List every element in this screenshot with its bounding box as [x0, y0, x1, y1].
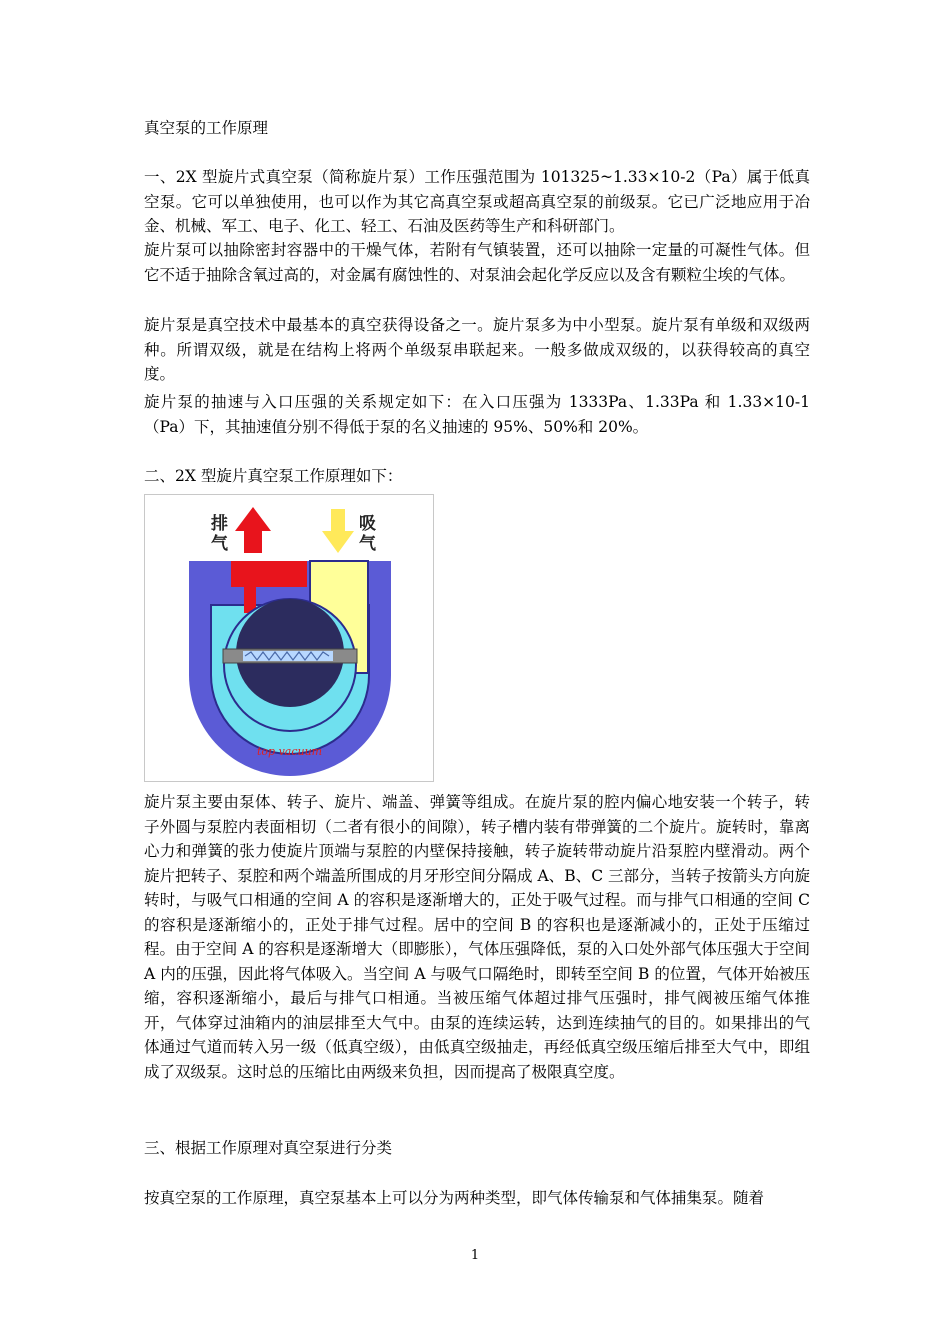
paragraph-usage: 旋片泵可以抽除密封容器中的干燥气体，若附有气镇装置，还可以抽除一定量的可凝性气体。但它不适于抽除含氧过高的，对金属有腐蚀性的、对泵油会起化学反应以及含有颗粒尘埃的气体。 [144, 241, 810, 284]
intake-label-2: 气 [359, 534, 376, 554]
intake-label-1: 吸 [359, 514, 376, 534]
paragraph-intro: 一、2X 型旋片式真空泵（简称旋片泵）工作压强范围为 101325~1.33×10-2（Pa）属于低真空泵。它可以单独使用，也可以作为其它高真空泵或超高真空泵的前级泵。它已广泛地应用于冶金、机械、军工、电子、化工、轻工、石油及医药等生产和科研部门。 [144, 168, 810, 235]
exhaust-label-1: 排 [211, 514, 228, 534]
watermark-text: top vacuum [257, 745, 323, 758]
pump-diagram-svg [145, 495, 433, 781]
intake-arrow-icon [322, 509, 354, 553]
paragraph-mechanism: 旋片泵主要由泵体、转子、旋片、端盖、弹簧等组成。在旋片泵的腔内偏心地安装一个转子，转子外圆与泵腔内表面相切（二者有很小的间隙），转子槽内装有带弹簧的二个旋片。旋转时，靠离心力和弹簧的张力使旋片顶端与泵腔的内壁保持接触，转子旋转带动旋片沿泵腔内壁滑动。两个旋片把转子、泵腔和两个端盖所围成的月牙形空间分隔成 A、B、C 三部分，当转子按箭头方向旋转时，与吸气口相通的空间 A 的容积是逐渐增大的，正处于吸气过程。而与排气口相通的空间 C 的容积是逐渐缩小的，正处于排气过程。居中的空间 B 的容积也是逐渐减小的，正处于压缩过程。由于空间 A 的容积是逐渐增大（即膨胀），气体压强降低，泵的入口处外部气体压强大于空间 A 内的压强，因此将气体吸入。当空间 A 与吸气口隔绝时，即转至空间 B 的位置，气体开始被压缩，容积逐渐缩小，最后与排气口相通。当被压缩气体超过排气压强时，排气阀被压缩气体推开，气体穿过油箱内的油层排至大气中。由泵的连续运转，达到连续抽气的目的。如果排出的气体通过气道而转入另一级（低真空级），由低真空级抽走，再经低真空级压缩后排至大气中，即组成了双级泵。这时总的压缩比由两级来负担，因而提高了极限真空度。 [144, 793, 810, 1081]
section-heading-classification: 三、根据工作原理对真空泵进行分类 [144, 1139, 393, 1157]
paragraph-speed: 旋片泵的抽速与入口压强的关系规定如下：在入口压强为 1333Pa、1.33Pa 和 1.33×10-1（Pa）下，其抽速值分别不得低于泵的名义抽速的 95%、50%和 20%。 [144, 393, 810, 436]
page-number: 1 [470, 1248, 480, 1263]
pump-diagram [144, 494, 434, 782]
exhaust-arrow-icon [235, 507, 271, 553]
exhaust-label-2: 气 [211, 534, 228, 554]
exhaust-channel-top [231, 561, 307, 587]
paragraph-classification: 按真空泵的工作原理，真空泵基本上可以分为两种类型，即气体传输泵和气体捕集泵。随着 [144, 1189, 765, 1207]
section-heading-principle: 二、2X 型旋片真空泵工作原理如下： [144, 467, 403, 485]
document-title: 真空泵的工作原理 [144, 119, 269, 137]
paragraph-types: 旋片泵是真空技术中最基本的真空获得设备之一。旋片泵多为中小型泵。旋片泵有单级和双级两种。所谓双级，就是在结构上将两个单级泵串联起来。一般多做成双级的，以获得较高的真空度。 [144, 316, 810, 383]
